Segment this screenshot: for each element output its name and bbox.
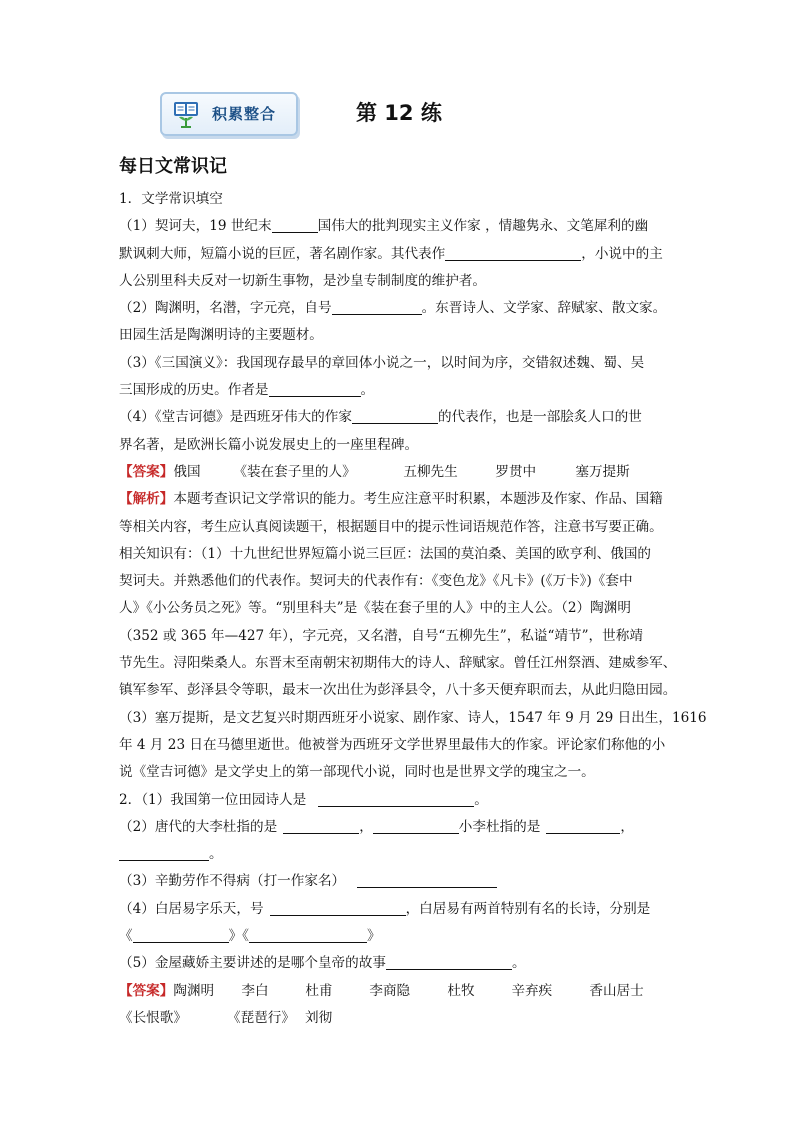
- badge-label: 积累整合: [212, 105, 277, 123]
- q1-analysis-line: 节先生。浔阳柴桑人。东晋末至南朝宋初期伟大的诗人、辞赋家。曾任江州祭酒、建威参军、: [119, 655, 677, 672]
- q2-item-2-line2: 。: [119, 841, 677, 868]
- fill-blank: [318, 791, 474, 807]
- q1-item-4-line2: 界名著，是欧洲长篇小说发展史上的一座里程碑。: [119, 436, 419, 453]
- q1-heading: 1．文学常识填空: [119, 191, 223, 207]
- fill-blank: [373, 818, 459, 834]
- fill-blank: [133, 927, 229, 943]
- q2-item-4-line2: 《 》《 》: [119, 928, 381, 945]
- q2-answer-line1: 【答案】陶渊明 李白 杜甫 李商隐 杜牧 辛弃疾 香山居士: [119, 982, 644, 999]
- q1-item-2-line1: （2）陶渊明，名潜，字元亮，自号 。东晋诗人、文学家、辞赋家、散文家。: [119, 300, 667, 317]
- q2-answer-line2: 《长恨歌》 《琵琶行》 刘彻: [119, 1009, 333, 1026]
- q1-item-3-line2: 三国形成的历史。作者是 。: [119, 382, 375, 399]
- fill-blank: [283, 818, 359, 834]
- section-title: 每日文常识记: [119, 156, 227, 177]
- q2-item-2-line1: （2）唐代的大李杜指的是 ， 小李杜指的是 ，: [119, 818, 634, 835]
- q1-analysis-line: 等相关内容，考生应认真阅读题干，根据题目中的提示性词语规范作答，注意书写要正确。: [119, 518, 663, 535]
- q1-item-1-line2: 默讽刺大师，短篇小说的巨匠，著名剧作家。其代表作 ，小说中的主: [119, 245, 663, 262]
- q1-analysis-line: 镇军参军、彭泽县令等职，最末一次出仕为彭泽县令，八十多天便弃职而去，从此归隐田园。: [119, 682, 677, 699]
- fill-blank: [332, 299, 422, 315]
- q1-item-4-line1: （4）《堂吉诃德》是西班牙伟大的作家 的代表作，也是一部脍炙人口的世: [119, 409, 642, 426]
- fill-blank: [269, 381, 361, 397]
- q2-item-1: 2．（1）我国第一位田园诗人是 。: [119, 791, 488, 808]
- book-plant-icon: [172, 99, 200, 129]
- fill-blank: [270, 900, 406, 916]
- q1-item-2-line2: 田园生活是陶渊明诗的主要题材。: [119, 327, 323, 344]
- analysis-tag: 【解析】: [119, 491, 174, 508]
- fill-blank: [249, 927, 367, 943]
- q2-item-4-line1: （4）白居易字乐天，号 ，白居易有两首特别有名的长诗，分别是: [119, 900, 651, 917]
- q2-item-3: （3）辛勤劳作不得病（打一作家名）: [119, 868, 677, 895]
- fill-blank: [445, 245, 581, 261]
- q1-analysis-line: 【解析】本题考查识记文学常识的能力。考生应注意平时积累，本题涉及作家、作品、国籍: [119, 491, 663, 508]
- q2-item-5: （5）金屋藏娇主要讲述的是哪个皇帝的故事 。: [119, 955, 526, 972]
- q1-analysis-line: （352 或 365 年—427 年），字元亮，又名潜，自号“五柳先生”，私谥“靖节”，世称靖: [119, 627, 643, 644]
- q1-item-1-line3: 人公别里科夫反对一切新生事物，是沙皇专制制度的维护者。: [119, 272, 487, 289]
- q1-analysis-line: 年 4 月 23 日在马德里逝世。他被誉为西班牙文学世界里最伟大的作家。评论家们称他的小: [119, 736, 666, 753]
- answer-tag: 【答案】: [119, 463, 174, 480]
- fill-blank: [272, 217, 318, 233]
- section-badge: [160, 92, 298, 136]
- fill-blank: [352, 408, 438, 424]
- page-title: 第 12 练: [356, 101, 442, 125]
- fill-blank: [386, 954, 512, 970]
- q1-analysis-line: 相关知识有：（1）十九世纪世界短篇小说三巨匠：法国的莫泊桑、美国的欧亨利、俄国的: [119, 545, 652, 562]
- q1-analysis-line: 说《堂吉诃德》是文学史上的第一部现代小说，同时也是世界文学的瑰宝之一。: [119, 764, 595, 781]
- q1-item-1-line1: （1）契诃夫，19 世纪末 国伟大的批判现实主义作家 ，情趣隽永、文笔犀利的幽: [119, 218, 649, 235]
- fill-blank: [119, 845, 209, 861]
- q1-analysis-line: （3）塞万提斯，是文艺复兴时期西班牙小说家、剧作家、诗人，1547 年 9 月 29 日出生，1616: [119, 709, 707, 726]
- document-body: [119, 186, 707, 1032]
- q1-analysis-line: 人》《小公务员之死》等。“别里科夫”是《装在套子里的人》中的主人公。（2）陶渊明: [119, 600, 631, 617]
- answer-tag: 【答案】: [119, 982, 174, 999]
- q1-analysis-line: 契诃夫。并熟悉他们的代表作。契诃夫的代表作有：《变色龙》《凡卡》(《万卡》)《套中: [119, 573, 633, 590]
- q1-item-3-line1: （3）《三国演义》：我国现存最早的章回体小说之一，以时间为序，交错叙述魏、蜀、吴: [119, 354, 645, 371]
- fill-blank: [357, 872, 497, 888]
- q1-answer: 【答案】俄国 《装在套子里的人》 五柳先生 罗贯中 塞万提斯: [119, 463, 630, 480]
- fill-blank: [546, 818, 620, 834]
